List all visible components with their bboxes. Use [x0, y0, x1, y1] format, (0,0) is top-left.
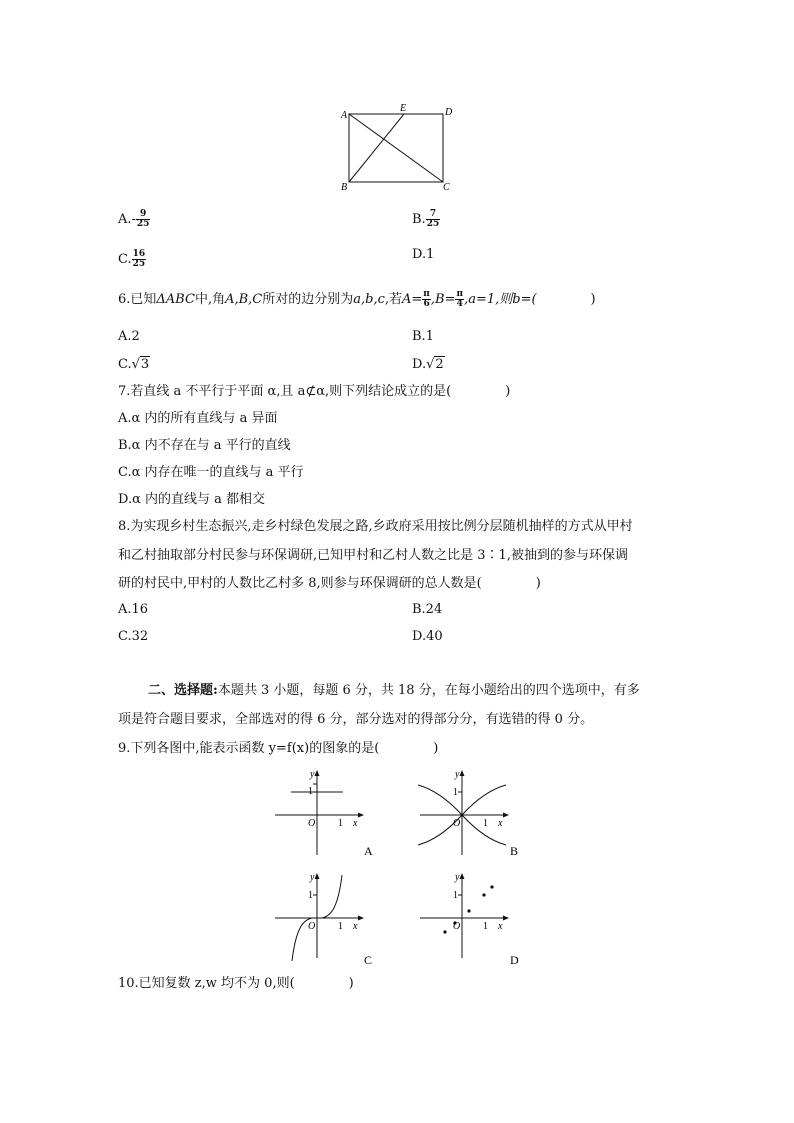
- svg-text:1: 1: [483, 818, 488, 829]
- q8-option-b: B.24: [412, 602, 443, 617]
- q5-option-c: C. $\frac{16}{25}$: [118, 249, 146, 269]
- caption-b: B: [510, 844, 519, 858]
- svg-text:1: 1: [338, 818, 343, 829]
- q7-option-c: C.α 内存在唯一的直线与 a 平行: [118, 465, 304, 480]
- q6-option-b: B.1: [412, 329, 434, 344]
- svg-text:x: x: [353, 921, 358, 932]
- q9-stem: 9.下列各图中,能表示函数 y=f(x)的图象的是( ): [118, 741, 439, 756]
- q7-option-a: A.α 内的所有直线与 a 异面: [118, 411, 278, 426]
- section2-line1: 二、选择题:本题共 3 小题，每题 6 分，共 18 分，在每小题给出的四个选项中，有多: [148, 683, 640, 698]
- svg-text:1: 1: [483, 921, 488, 932]
- q8-stem-line3: 研的村民中,甲村的人数比乙村多 8,则参与环保调研的总人数是( ): [118, 576, 541, 591]
- label-C: C: [443, 182, 450, 193]
- q5-option-b: B. $\frac{7}{25}$: [412, 209, 440, 229]
- q6-option-c: C.√3: [118, 357, 150, 372]
- caption-d: D: [510, 953, 519, 967]
- svg-text:1: 1: [308, 786, 313, 797]
- svg-text:y: y: [310, 872, 315, 883]
- graph-d: [415, 868, 525, 966]
- label-E: E: [400, 103, 407, 114]
- svg-text:1: 1: [308, 890, 313, 901]
- q5-option-d: D.1: [412, 247, 435, 262]
- q8-option-d: D.40: [412, 629, 443, 644]
- label-A: A: [341, 110, 348, 121]
- svg-text:y: y: [310, 769, 315, 780]
- section2-line2: 项是符合题目要求，全部选对的得 6 分，部分选对的得部分分，有选错的得 0 分。: [118, 712, 594, 727]
- svg-text:y: y: [455, 769, 460, 780]
- svg-text:x: x: [498, 921, 503, 932]
- svg-text:1: 1: [453, 890, 458, 901]
- graph-b: [415, 765, 525, 860]
- q6-stem: 6.已知ΔABC中,角A,B,C所对的边分别为a,b,c,若A= $\frac{\pi}{6}$ ,B= $\frac{\pi}{4}$ ,a=1,则b=( ): [118, 289, 596, 309]
- q8-option-c: C.32: [118, 629, 149, 644]
- svg-text:x: x: [498, 818, 503, 829]
- q8-stem-line1: 8.为实现乡村生态振兴,走乡村绿色发展之路,乡政府采用按比例分层随机抽样的方式从甲村: [118, 519, 633, 534]
- svg-text:O: O: [453, 921, 461, 932]
- svg-text:1: 1: [453, 787, 458, 798]
- label-D: D: [445, 107, 453, 118]
- q10-stem: 10.已知复数 z,w 均不为 0,则( ): [118, 976, 354, 991]
- q7-option-d: D.α 内的直线与 a 都相交: [118, 492, 266, 507]
- graph-c: [270, 868, 380, 966]
- q7-option-b: B.α 内不存在与 a 平行的直线: [118, 438, 291, 453]
- caption-c: C: [364, 953, 373, 967]
- graph-a: [270, 765, 380, 860]
- svg-text:O: O: [453, 818, 461, 829]
- svg-text:y: y: [455, 872, 460, 883]
- q6-option-a: A.2: [118, 329, 140, 344]
- label-B: B: [341, 182, 348, 193]
- q8-option-a: A.16: [118, 602, 149, 617]
- section2-title: 二、选择题:: [148, 683, 218, 698]
- svg-text:1: 1: [338, 921, 343, 932]
- svg-text:O: O: [308, 921, 316, 932]
- q7-stem: 7.若直线 a 不平行于平面 α,且 a⊄α,则下列结论成立的是( ): [118, 384, 511, 399]
- svg-text:O: O: [308, 818, 316, 829]
- q8-stem-line2: 和乙村抽取部分村民参与环保调研,已知甲村和乙村人数之比是 3∶1,被抽到的参与环保调: [118, 548, 628, 563]
- q5-option-a: A.- $\frac{9}{25}$: [118, 209, 150, 229]
- caption-a: A: [364, 844, 373, 858]
- svg-text:x: x: [353, 818, 358, 829]
- rectangle-figure: [330, 98, 470, 193]
- q6-option-d: D.√2: [412, 357, 444, 372]
